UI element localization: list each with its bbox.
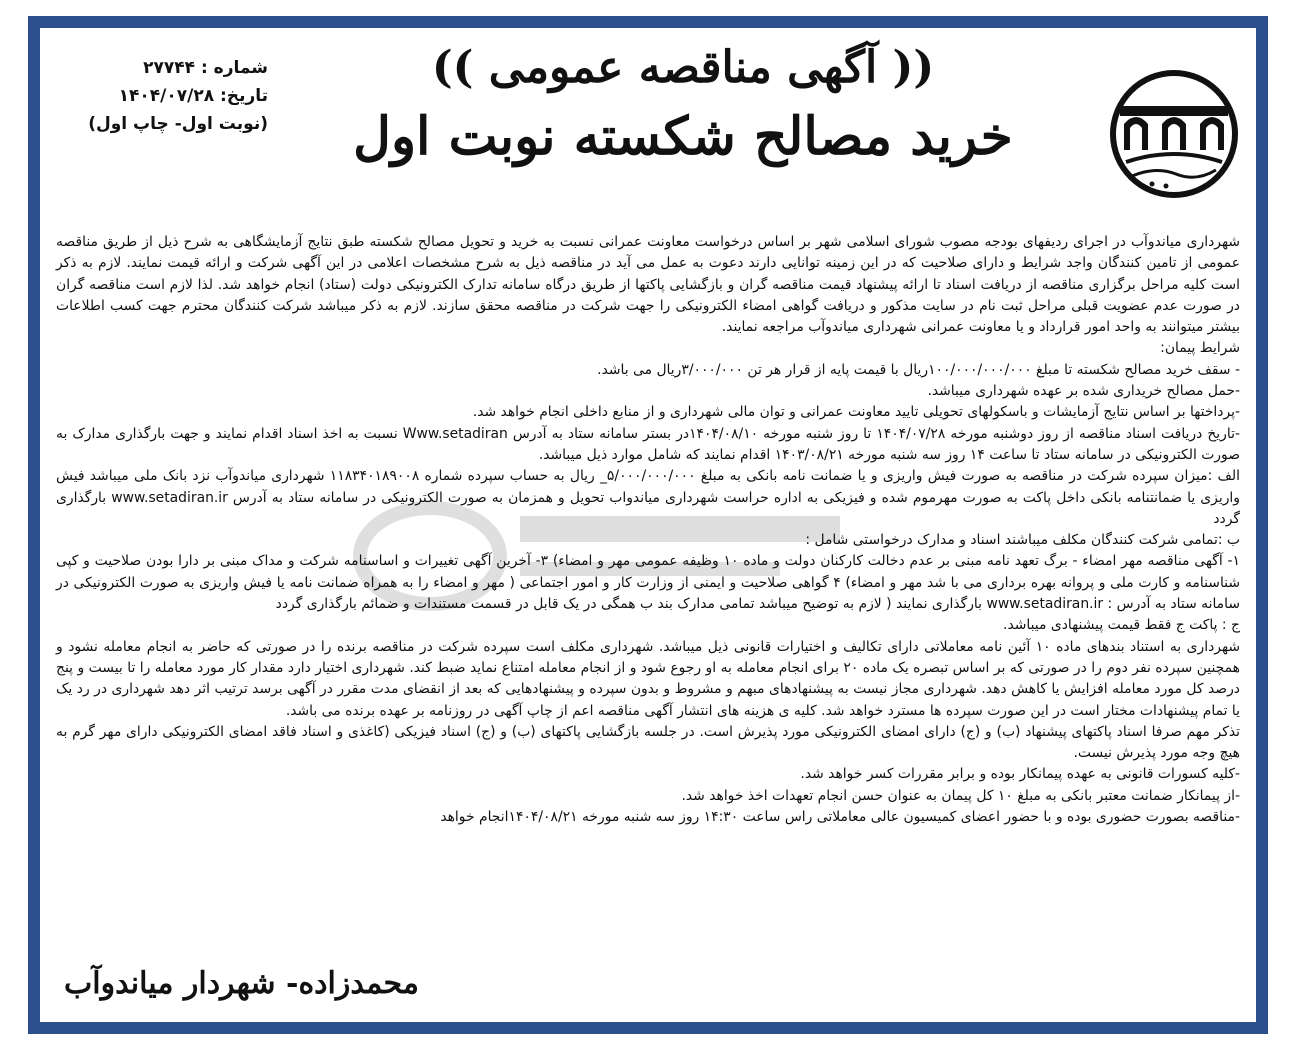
notice-content	[50, 36, 1246, 1014]
notice-body	[56, 232, 1240, 828]
notice-number: شماره : ۲۷۷۴۴	[143, 58, 268, 78]
notice-meta	[58, 54, 268, 138]
rules-paragraph: شهرداری به استناد بندهای ماده ۱۰ آئین نامه معاملاتی دارای تکالیف و اختیارات قانونی ذیل میباشد. شهرداری مکلف است سپرده شرکت در مناقصه برنده را در صورتی که حاضر به انجام معامله نشود و همچنین سپرده نفر دوم را در صورتی که بر اساس تبصره یک ماده ۲۰ برای انجام معامله به او رجوع شود و از انجام معامله امتناع نماید ضبط کند. شهرداری اختیار دارد مقدار کار مورد معامله را تا بیست و پنج درصد کل مورد معامله افزایش یا کاهش دهد. شهرداری مجاز نیست به پیشنهادهای مبهم و مشروط و بدون سپرده و پیشنهادهایی که بعد از انقضای مدت مقرر در آگهی برسد ترتیب اثر دهد شهرداری در رد یک یا تمام پیشنهادات مختار است در این صورت سپرده ها مسترد خواهد شد. کلیه ی هزینه های انتشار آگهی مناقصه اعم از چاپ آگهی در روزنامه بر عهده برنده می باشد.	[56, 638, 1240, 719]
municipality-logo	[1106, 66, 1242, 202]
price-envelope-item: ج : پاکت ج فقط قیمت پیشنهادی میباشد.	[1003, 617, 1240, 634]
terms-heading: شرایط پیمان:	[1160, 340, 1240, 357]
documents-item: ب :تمامی شرکت کنندگان مکلف میباشند اسناد و مدارک درخواستی شامل :	[805, 532, 1240, 549]
term-item: -حمل مصالح خریداری شده بر عهده شهرداری میباشد.	[927, 383, 1240, 400]
final-item: -کلیه کسورات قانونی به عهده پیمانکار بوده و برابر مقررات کسر خواهد شد.	[800, 766, 1240, 783]
notice-edition: (نوبت اول- چاپ اول)	[88, 114, 268, 134]
intro-paragraph: شهرداری میاندوآب در اجرای ردیفهای بودجه مصوب شورای اسلامی شهر بر اساس درخواست معاونت عمرانی نسبت به خرید و تحویل مصالح شکسته طبق نتایج آزمایشگاهی به شرح ذیل از طریق مناقصه عمومی از تامین کنندگان واجد شرایط و دارای صلاحیت که در این زمینه توانایی دارند دعوت به عمل می آید در مناقصه ذیل به شرح مشخصات اعلامی در این آگهی شرکت و ارائه قیمت نمایند. لازم به ذکر است کلیه مراحل برگزاری مناقصه از دریافت اسناد تا ارائه پیشنهاد قیمت مناقصه گران و بازگشایی پاکتها از طریق درگاه سامانه تدارک الکترونیکی دولت (ستاد) انجام خواهد شد. لذا لازم است مناقصه گران در صورت عدم عضویت قبلی مراحل ثبت نام در سایت مذکور و دریافت گواهی امضاء الکترونیکی را جهت شرکت در مناقصه محقق سازند. لازم به ذکر میباشد شرکت کنندگان محترم جهت کسب اطلاعات بیشتر میتوانند به واحد امور قرارداد و یا معاونت عمرانی شهرداری میاندوآب مراجعه نمایند.	[56, 234, 1240, 336]
notice-subtitle: خرید مصالح شکسته نوبت اول	[353, 106, 1013, 167]
deposit-item: الف :میزان سپرده شرکت در مناقصه به صورت فیش واریزی و یا ضمانت نامه بانکی به مبلغ ۵/۰۰۰/۰۰۰/۰۰۰_ ریال به حساب سپرده شماره ۱۱۸۳۴۰۱۸۹۰۰۸ شهرداری میاندوآب نزد بانک ملی میباشد فیش واریزی یا ضمانتنامه بانکی داخل پاکت به صورت مهرموم شده و فیزیکی به اداره حراست شهرداری میاندواب تحویل و همزمان به صورت الکترونیکی در سامانه ستاد به آدرس www.setadiran.ir بارگذاری گردد	[56, 468, 1240, 527]
notice-title: (( آگهی مناقصه عمومی ))	[431, 42, 935, 93]
notice-date: تاریخ: ۱۴۰۴/۰۷/۲۸	[118, 86, 268, 106]
term-item: -پرداختها بر اساس نتایج آزمایشات و باسکولهای تحویلی تایید معاونت عمرانی و توان مالی شهرداری و از منابع داخلی انجام خواهد شد.	[472, 404, 1240, 421]
term-item: -تاریخ دریافت اسناد مناقصه از روز دوشنبه مورخه ۱۴۰۴/۰۷/۲۸ تا روز شنبه مورخه ۱۴۰۴/۰۸/۱۰در بستر سامانه ستاد به آدرس Www.setadiran نسبت به اخذ اسناد اقدام نمایند و جهت بارگذاری مدارک به صورت الکترونیکی در سامانه ستاد تا ساعت ۱۴ روز سه شنبه مورخه ۱۴۰۳/۰۸/۲۱ اقدام نمایند که شامل موارد ذیل میباشد.	[56, 425, 1240, 463]
final-item: -از پیمانکار ضمانت معتبر بانکی به مبلغ ۱۰ کل پیمان به عنوان حسن انجام تعهدات اخذ خواهد شد.	[681, 787, 1240, 804]
title-block	[280, 36, 1086, 174]
signature: محمدزاده- شهردار میاندوآب	[64, 966, 419, 1001]
final-item: -مناقصه بصورت حضوری بوده و با حضور اعضای کمیسیون عالی معاملاتی راس ساعت ۱۴:۳۰ روز سه شنبه مورخه ۱۴۰۴/۰۸/۲۱انجام خواهد	[440, 809, 1240, 826]
term-item: - سقف خرید مصالح شکسته تا مبلغ ۱۰۰/۰۰۰/۰۰۰/۰۰۰ریال با قیمت پایه از قرار هر تن ۳/۰۰۰/۰۰۰ریال می باشد.	[597, 361, 1240, 378]
documents-list: ۱- آگهی مناقصه مهر امضاء - برگ تعهد نامه مبنی بر عدم دخالت کارکنان دولت و ماده ۱۰ وظیفه عمومی مهر و امضاء) ۳- آخرین آگهی تغییرات و اساسنامه شرکت و مداک مبنی بر دارا بودن صلاحیت و کپی شناسنامه و کارت ملی و پروانه بهره برداری می با شد مهر و امضاء) ۴ گواهی صلاحیت و ایمنی از وزارت کار و امور اجتماعی ( مهر و امضاء را به همراه ضمانت نامه یا فیش واریزی به صورت الکترونیکی در سامانه ستاد به آدرس : www.setadiran.ir بارگذاری نمایند ( لازم به توضیح میباشد تمامی مدارک بند ب همگی در یک قابل در قسمت مستندات و ضمائم بارگذاری گردد	[56, 553, 1241, 613]
important-note: تذکر مهم صرفا اسناد پاکتهای پیشنهاد (ب) و (ج) دارای امضای الکترونیکی مورد پذیرش است. در جلسه بازگشایی پاکتهای (ب) و (ج) اسناد فیزیکی (کاغذی و اسناد فاقد امضای الکترونیکی دارای مهر گرم به هیچ وجه مورد پذیرش نیست.	[56, 723, 1240, 762]
notice-frame	[28, 16, 1268, 1034]
